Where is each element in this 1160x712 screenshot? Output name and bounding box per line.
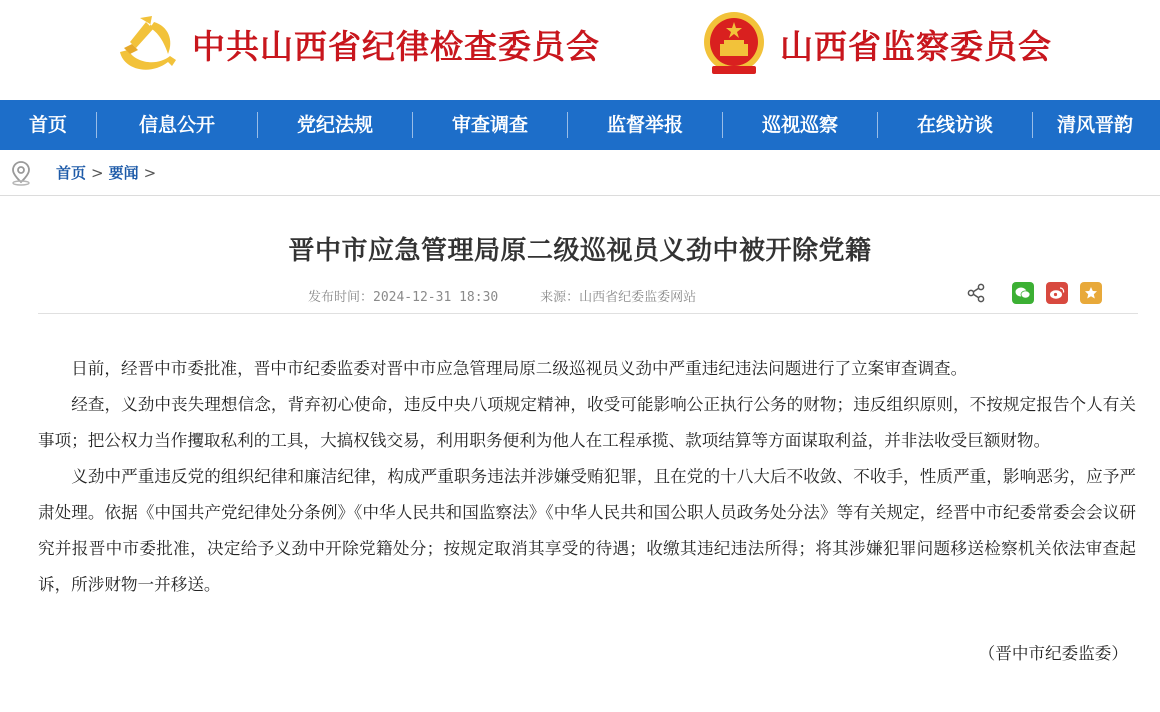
paragraph: 义劲中严重违反党的组织纪律和廉洁纪律，构成严重职务违法并涉嫌受贿犯罪，且在党的十八大后不收敛、不收手，性质严重，影响恶劣，应予严肃处理。依据《中国共产党纪律处分条例》《中华人民共和国监察法》《中华人民共和国公职人员政务处分法》等有关规定，经晋中市纪委常委会会议研究并报晋中市委批准，决定给予义劲中开除党籍处分；按规定取消其享受的待遇；收缴其违纪违法所得；将其涉嫌犯罪问题移送检察机关依法审查起诉，所涉财物一并移送。 <box>38 467 1136 594</box>
national-emblem-icon <box>698 8 770 80</box>
nav-item-investigation[interactable]: 审查调查 <box>451 114 528 136</box>
article-title: 晋中市应急管理局原二级巡视员义劲中被开除党籍 <box>288 236 872 266</box>
publish-time: 发布时间：2024-12-31 18:30 <box>308 290 499 305</box>
weibo-share-button[interactable] <box>1046 282 1068 304</box>
nav-item-qingfeng[interactable]: 清风晋韵 <box>1056 114 1133 136</box>
party-logo-block[interactable] <box>110 8 600 80</box>
left-org-name: 中共山西省纪律检查委员会 <box>192 26 600 66</box>
wechat-icon <box>1015 286 1031 300</box>
main-nav <box>0 100 1160 150</box>
favorite-icon <box>1084 286 1098 300</box>
article-source: 来源：山西省纪委监委网站 <box>540 290 697 305</box>
article-signoff: （晋中市纪委监委） <box>978 644 1128 663</box>
nav-item-interview[interactable]: 在线访谈 <box>916 114 993 136</box>
wechat-share-button[interactable] <box>1012 282 1034 304</box>
weibo-icon <box>1049 286 1065 300</box>
state-logo-block[interactable] <box>698 8 1052 80</box>
breadcrumb-home[interactable]: 首页 <box>56 164 87 182</box>
article-body <box>38 351 1136 603</box>
breadcrumb-separator: > <box>143 163 157 182</box>
nav-item-inspection[interactable]: 巡视巡察 <box>761 114 838 136</box>
nav-item-party-rules[interactable]: 党纪法规 <box>296 114 373 136</box>
location-pin-icon <box>10 160 32 186</box>
article-meta <box>308 286 696 305</box>
share-bar <box>966 282 1102 304</box>
meta-divider <box>38 313 1138 314</box>
breadcrumb-news[interactable]: 要闻 <box>108 164 139 182</box>
breadcrumb-separator: > <box>91 163 104 182</box>
nav-item-home[interactable]: 首页 <box>28 114 67 136</box>
nav-item-report[interactable]: 监督举报 <box>606 114 683 136</box>
paragraph: 日前，经晋中市委批准，晋中市纪委监委对晋中市应急管理局原二级巡视员义劲中严重违纪违法问题进行了立案审查调查。 <box>71 359 968 378</box>
right-org-name: 山西省监察委员会 <box>780 26 1052 66</box>
share-icon[interactable] <box>966 283 986 303</box>
paragraph: 经查，义劲中丧失理想信念，背弃初心使命，违反中央八项规定精神，收受可能影响公正执行公务的财物；违反组织原则，不按规定报告个人有关事项；把公权力当作攫取私利的工具，大搞权钱交易，利用职务便利为他人在工程承揽、款项结算等方面谋取利益，并非法收受巨额财物。 <box>38 395 1136 450</box>
nav-item-info-disclosure[interactable]: 信息公开 <box>138 114 215 136</box>
site-header <box>0 0 1160 100</box>
party-emblem-icon <box>110 8 182 80</box>
breadcrumb <box>0 150 1160 196</box>
favorite-button[interactable] <box>1080 282 1102 304</box>
